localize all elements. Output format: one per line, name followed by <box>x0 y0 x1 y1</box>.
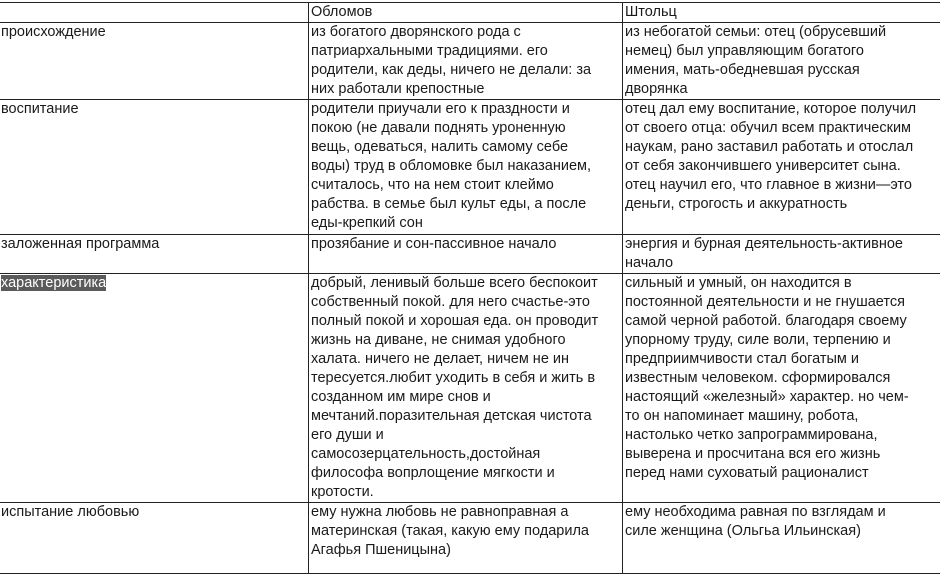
oblomov-cell: из богатого дворянского рода с патриархальными традициями. его родители, как деды, ничего не делали: за них работали крепостные <box>309 23 623 100</box>
oblomov-cell: ему нужна любовь не равноправная а материнская (такая, какую ему подарила Агафья Пшеницына) <box>309 503 623 574</box>
table-row <box>0 23 940 100</box>
header-stolz: Штольц <box>623 3 940 23</box>
header-row <box>0 3 940 23</box>
table-row <box>0 235 940 274</box>
header-aspect <box>0 3 309 23</box>
header-oblomov: Обломов <box>309 3 623 23</box>
oblomov-cell: добрый, ленивый больше всего беспокоит собственный покой. для него счастье-это полный покой и хорошая еда. он проводит жизнь на диване, не снимая удобного халата. ничего не делает, ничем не ин тересуется.любит уходить в себя и жить в созданном им мире снов и мечтаний.поразительная детская чистота его души и самосозерцательность,достойная философа вопрлощение мягкости и кротости. <box>309 274 623 503</box>
oblomov-cell: родители приучали его к праздности и покою (не давали поднять уроненную вещь, одеваться, налить самому себе воды) труд в обломовке был наказанием, считалось, что на нем стоит клеймо рабства. в семье был культ еды, а после еды-крепкий сон <box>309 100 623 235</box>
stolz-cell: из небогатой семьи: отец (обрусевший немец) был управляющим богатого имения, мать-обедневшая русская дворянка <box>623 23 940 100</box>
stolz-cell: энергия и бурная деятельность-активное начало <box>623 235 940 274</box>
oblomov-cell: прозябание и сон-пассивное начало <box>309 235 623 274</box>
row-aspect: испытание любовью <box>0 503 309 574</box>
row-aspect: заложенная программа <box>0 235 309 274</box>
row-aspect <box>0 274 309 503</box>
highlighted-aspect: характеристика <box>1 275 106 291</box>
row-aspect: воспитание <box>0 100 309 235</box>
comparison-table <box>0 2 940 574</box>
stolz-cell: ему необходима равная по взглядам и силе женщина (Ольгьа Ильинская) <box>623 503 940 574</box>
stolz-cell: отец дал ему воспитание, которое получил от своего отца: обучил всем практическим наукам, рано заставил работать и отослал от себя закончившего университет сына. отец научил его, что главное в жизни—это деньги, строгость и аккуратность <box>623 100 940 235</box>
row-aspect: происхождение <box>0 23 309 100</box>
table-row <box>0 274 940 503</box>
table-row <box>0 503 940 574</box>
stolz-cell: сильный и умный, он находится в постоянной деятельности и не гнушается самой черной работой. благодаря своему упорному труду, силе воли, терпению и предприимчивости стал богатым и известным человеком. сформировался настоящий «железный» характер. но чем- то он напоминает машину, робота, настолько четко запрограммирована, выверена и просчитана вся его жизнь перед нами суховатый рационалист <box>623 274 940 503</box>
table-row <box>0 100 940 235</box>
